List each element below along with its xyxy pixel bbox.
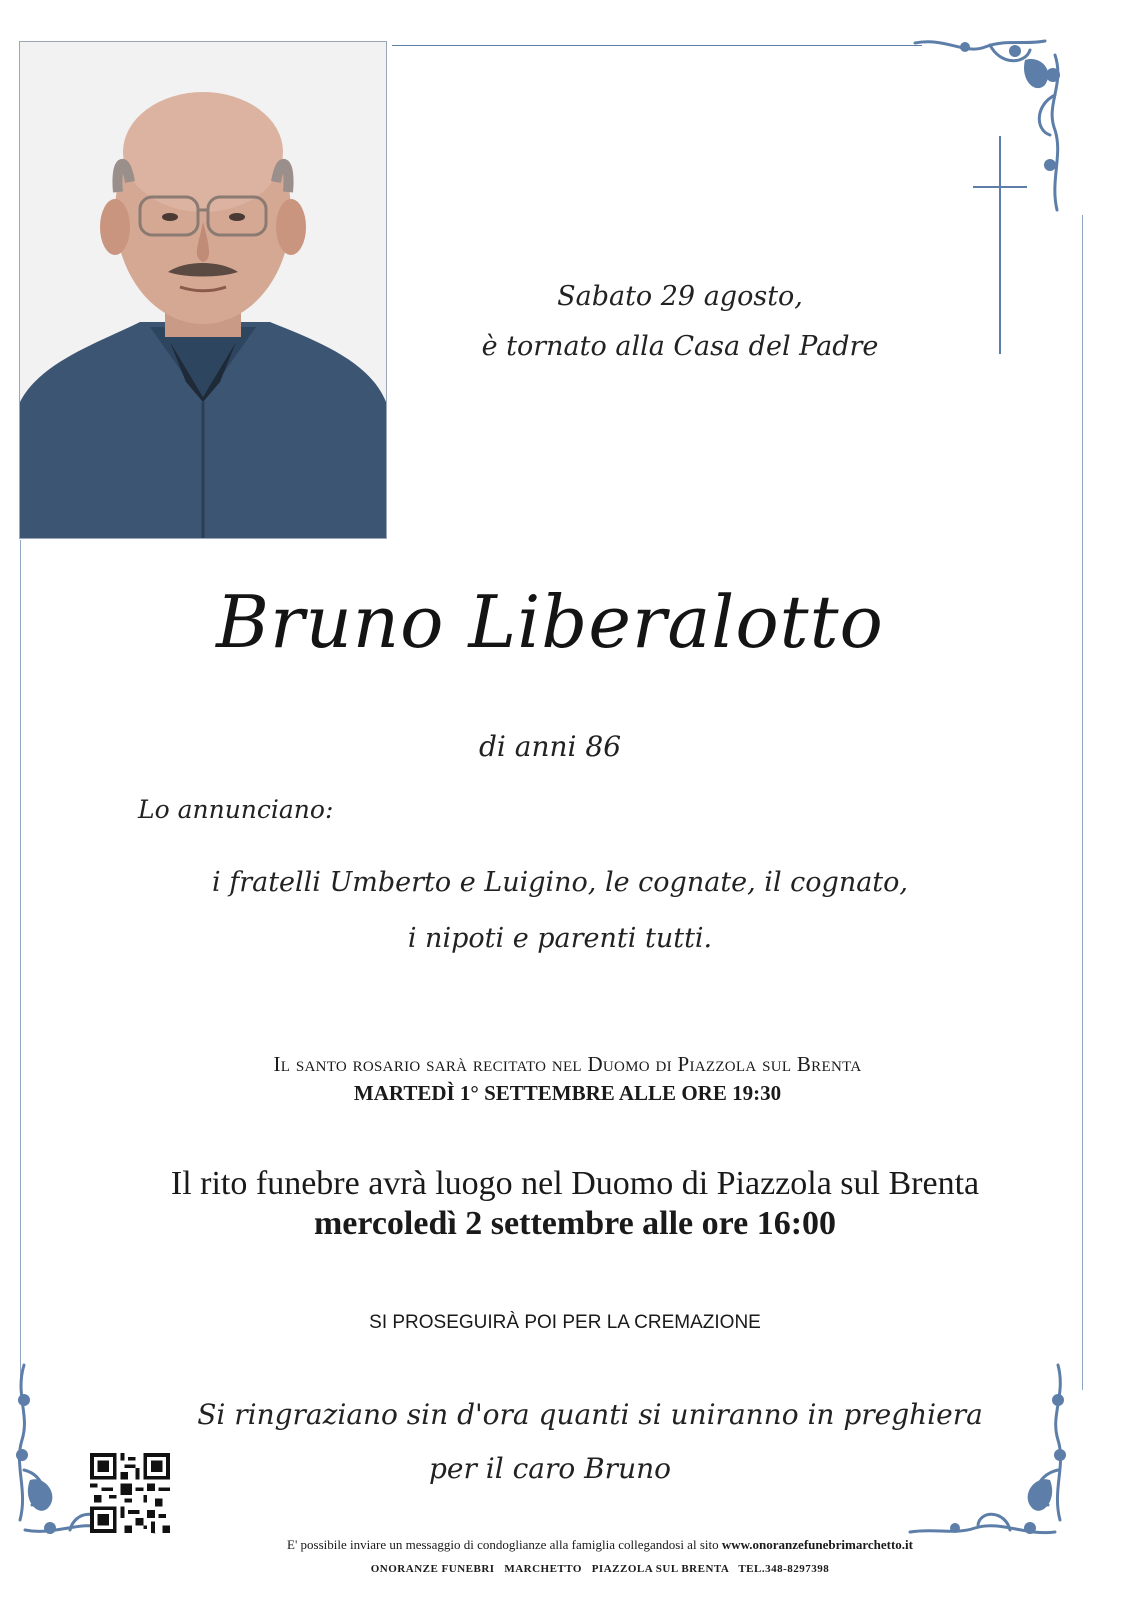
thanks-line-1: Si ringraziano sin d'ora quanti si uniranno in preghiera [197, 1398, 983, 1431]
funeral-line-1: Il rito funebre avrà luogo nel Duomo di Piazzola sul Brenta [170, 1165, 980, 1202]
footer-agency: ONORANZE FUNEBRI MARCHETTO PIAZZOLA SUL BRENTA TEL.348-8297398 [370, 1563, 830, 1575]
cross-vertical [999, 136, 1001, 354]
family-line-1: i fratelli Umberto e Luigino, le cognate, il cognato, [211, 867, 908, 898]
footer-message [150, 1537, 1050, 1553]
portrait-illustration [20, 42, 386, 538]
rosary-line-2: MARTEDÌ 1° SETTEMBRE ALLE ORE 19:30 [353, 1081, 782, 1105]
corner-ornament-bottom-right [900, 1360, 1075, 1545]
age-line: di anni 86 [478, 730, 622, 763]
announcement-intro [420, 272, 940, 372]
corner-ornament-top-right [905, 35, 1070, 220]
deceased-name: Bruno Liberalotto [216, 580, 884, 664]
qr-code[interactable] [90, 1453, 170, 1533]
return-line: è tornato alla Casa del Padre [481, 331, 879, 362]
frame-left-line [20, 540, 21, 1390]
cross-horizontal [973, 186, 1027, 188]
cremation-note: SI PROSEGUIRÀ POI PER LA CREMAZIONE [369, 1312, 761, 1333]
thanks-line-2: per il caro Bruno [429, 1452, 671, 1485]
frame-top-line [392, 45, 922, 46]
footer-website-link[interactable]: www.onoranzefunebrimarchetto.it [721, 1537, 913, 1552]
portrait-photo [20, 42, 386, 538]
announcers-label: Lo annunciano: [138, 795, 334, 824]
footer-message-text: E' possibile inviare un messaggio di condoglianze alla famiglia collegandosi al sito [287, 1537, 719, 1552]
rosary-line-1: Il santo rosario sarà recitato nel Duomo di Piazzola sul Brenta [273, 1052, 862, 1076]
funeral-line-2: mercoledì 2 settembre alle ore 16:00 [313, 1205, 837, 1242]
family-list [120, 855, 1000, 967]
family-line-2: i nipoti e parenti tutti. [407, 923, 713, 954]
date-line: Sabato 29 agosto, [557, 281, 803, 312]
